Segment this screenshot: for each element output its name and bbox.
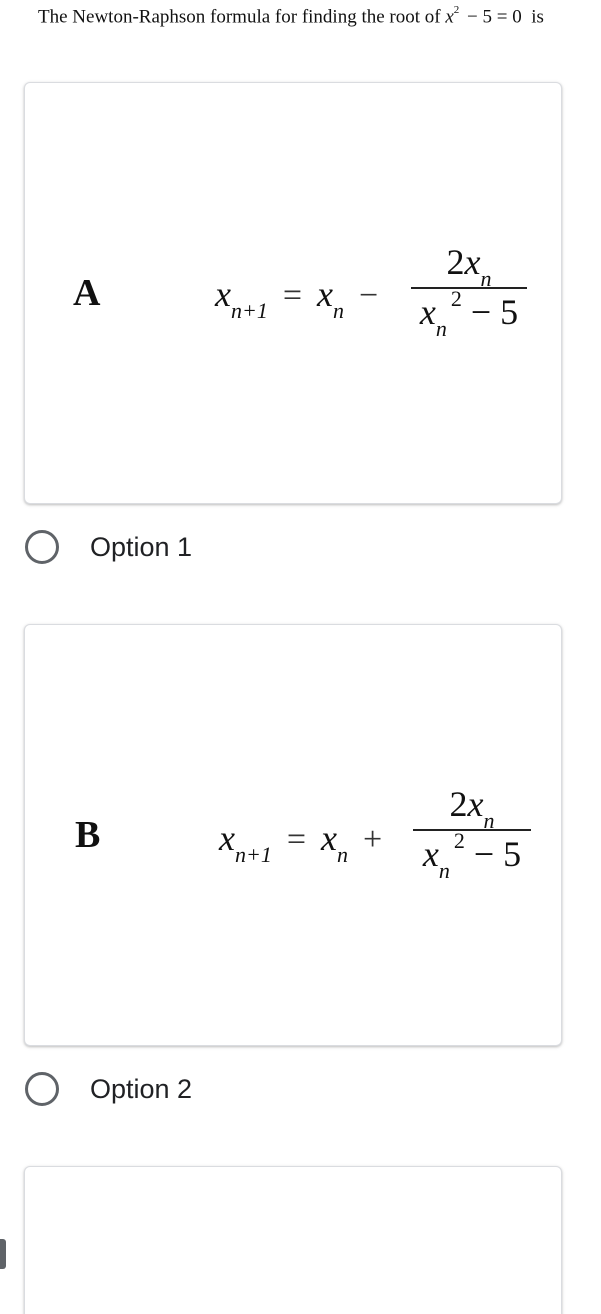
option-b-fraction bbox=[413, 783, 531, 883]
numerator-var: x bbox=[464, 242, 481, 282]
option-2-label[interactable]: Option 2 bbox=[90, 1073, 193, 1104]
fraction-bar bbox=[413, 829, 531, 831]
numerator-var: x bbox=[467, 784, 484, 824]
denominator-sub: n bbox=[435, 316, 447, 341]
denominator-exp: 2 bbox=[450, 286, 462, 311]
option-b-letter: B bbox=[75, 814, 101, 856]
formula-rhs-sub: n bbox=[337, 842, 349, 867]
question-exponent: 2 bbox=[453, 4, 460, 16]
denominator-var: x bbox=[419, 292, 436, 332]
fraction-denominator bbox=[413, 828, 531, 883]
formula-operator: + bbox=[363, 821, 383, 858]
option-1-radio[interactable] bbox=[25, 530, 59, 564]
fraction-numerator bbox=[411, 241, 527, 291]
formula-lhs-var: x bbox=[219, 818, 235, 858]
side-scroll-handle[interactable] bbox=[0, 1239, 6, 1269]
denominator-rest: − 5 bbox=[470, 292, 519, 332]
numerator-sub: n bbox=[483, 808, 495, 833]
numerator-coef: 2 bbox=[446, 242, 465, 282]
numerator-sub: n bbox=[480, 266, 492, 291]
denominator-var: x bbox=[422, 834, 439, 874]
option-b-image-card bbox=[24, 624, 562, 1046]
option-1-row[interactable] bbox=[25, 525, 192, 569]
formula-lhs-sub: n+1 bbox=[234, 842, 272, 867]
option-1-label[interactable]: Option 1 bbox=[90, 531, 193, 562]
option-2-radio[interactable] bbox=[25, 1072, 59, 1106]
option-a-fraction bbox=[411, 241, 527, 341]
denominator-exp: 2 bbox=[453, 828, 465, 853]
fraction-bar bbox=[411, 287, 527, 289]
denominator-sub: n bbox=[438, 858, 450, 883]
formula-rhs-var: x bbox=[321, 818, 338, 858]
formula-lhs-var: x bbox=[215, 274, 231, 314]
option-c-image-card bbox=[24, 1166, 562, 1314]
question-prefix: The Newton-Raphson formula for finding the root of bbox=[38, 6, 441, 28]
denominator-rest: − 5 bbox=[473, 834, 522, 874]
formula-lhs-sub: n+1 bbox=[230, 298, 268, 323]
fraction-denominator bbox=[411, 286, 527, 341]
formula-equals: = bbox=[286, 821, 307, 858]
question-equation-rest: − 5 = 0 bbox=[467, 6, 522, 28]
option-a-letter: A bbox=[73, 272, 101, 314]
formula-equals: = bbox=[282, 277, 303, 314]
formula-rhs-sub: n bbox=[333, 298, 345, 323]
question-text bbox=[38, 6, 544, 28]
numerator-coef: 2 bbox=[449, 784, 468, 824]
fraction-numerator bbox=[413, 783, 531, 833]
option-a-formula-lhs bbox=[215, 273, 384, 323]
formula-operator: − bbox=[359, 277, 379, 314]
option-b-formula-lhs bbox=[219, 817, 388, 867]
option-a-image-card bbox=[24, 82, 562, 504]
formula-rhs-var: x bbox=[317, 274, 334, 314]
option-2-row[interactable] bbox=[25, 1067, 192, 1111]
question-var: x bbox=[445, 6, 454, 28]
question-suffix: is bbox=[531, 6, 544, 28]
